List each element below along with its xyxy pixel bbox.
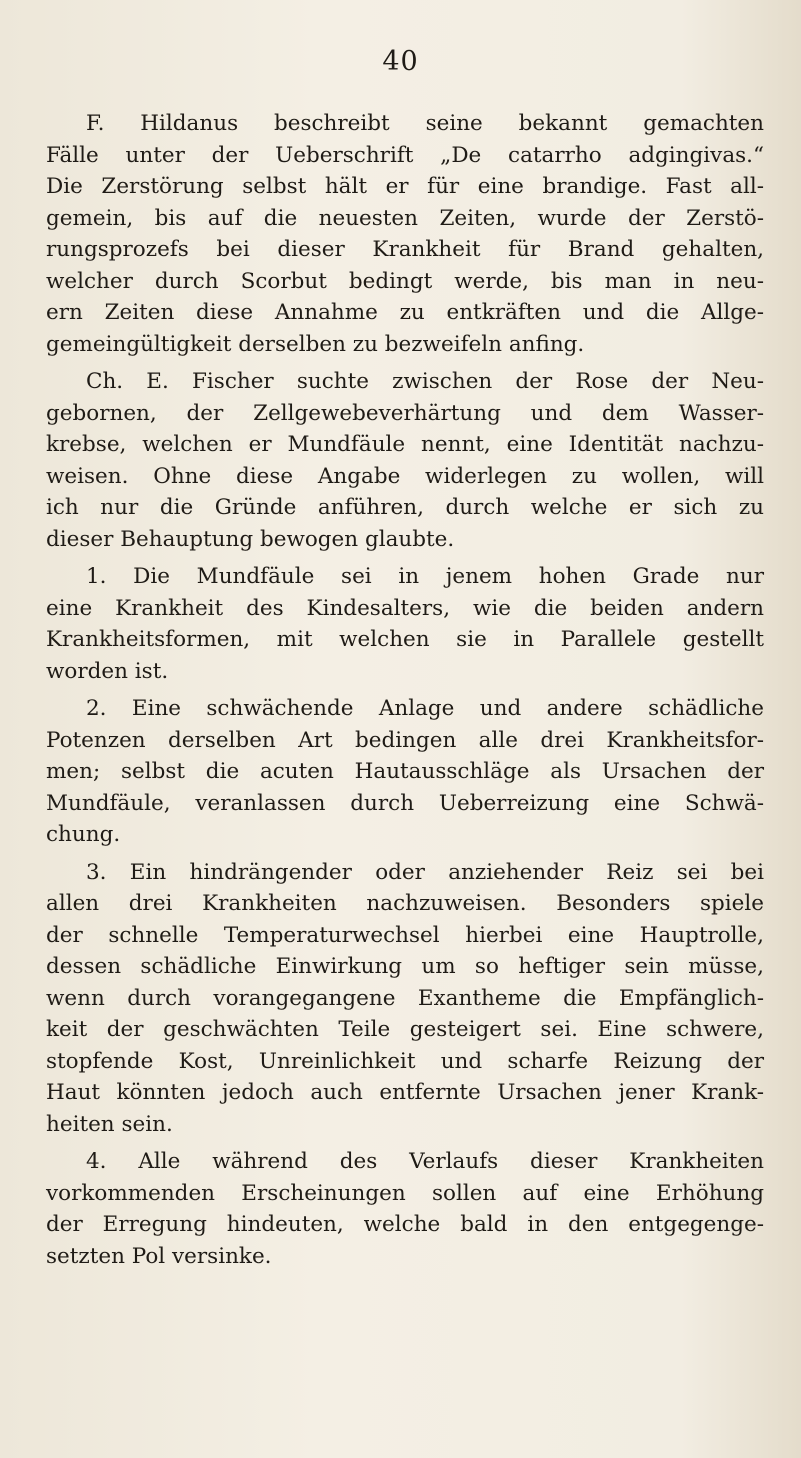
text-line: 3. Ein hindrängender oder anziehender Reiz sei bei (86, 859, 764, 885)
text-line: ich nur die Gründe anführen, durch welche er sich zu (46, 495, 764, 520)
text-line: Ch. E. Fischer suchte zwischen der Rose der Neu- (86, 369, 764, 394)
text-line: keit der geschwächten Teile gesteigert sei. Eine schwere, (46, 1017, 764, 1042)
text-line: der Erregung hindeuten, welche bald in den entgegenge- (46, 1212, 764, 1237)
text-line: stopfende Kost, Unreinlichkeit und scharfe Reizung der (46, 1048, 764, 1074)
text-line: Haut könnten jedoch auch entfernte Ursachen jener Krank- (46, 1080, 764, 1105)
text-line: gemeingültigkeit derselben zu bezweifeln anfing. (46, 331, 585, 357)
text-line: setzten Pol versinke. (46, 1243, 272, 1269)
text-line: worden ist. (46, 658, 169, 684)
paragraph (46, 857, 764, 1141)
text-line: gemein, bis auf die neuesten Zeiten, wurde der Zerstö- (46, 205, 764, 231)
text-line: 4. Alle während des Verlaufs dieser Krankheiten (86, 1149, 764, 1174)
text-line: 1. Die Mundfäule sei in jenem hohen Grade nur (86, 564, 764, 589)
text-line: Krankheitsformen, mit welchen sie in Parallele gestellt (46, 627, 764, 652)
page-number: 40 (382, 46, 419, 77)
text-line: 2. Eine schwächende Anlage und andere schädliche (86, 696, 764, 721)
text-line: vorkommenden Erscheinungen sollen auf eine Erhöhung (46, 1180, 764, 1206)
text-line: rungsprozefs bei dieser Krankheit für Brand gehalten, (46, 237, 764, 262)
paragraph (46, 693, 764, 851)
text-line: Potenzen derselben Art bedingen alle drei Krankheitsfor- (46, 727, 764, 753)
text-line: men; selbst die acuten Hautausschläge als Ursachen der (46, 759, 764, 784)
text-line: chung. (46, 822, 121, 847)
text-line: ern Zeiten diese Annahme zu entkräften und die Allge- (46, 300, 764, 325)
text-line: dieser Behauptung bewogen glaubte. (46, 526, 455, 552)
paragraph (46, 366, 764, 555)
text-line: wenn durch vorangegangene Exantheme die Empfänglich- (46, 985, 764, 1011)
text-line: heiten sein. (46, 1111, 173, 1137)
text-line: Fälle unter der Ueberschrift „De catarrho adgingivas.“ (46, 142, 764, 168)
page-body (46, 108, 764, 1272)
text-line: Mundfäule, veranlassen durch Ueberreizung eine Schwä- (46, 790, 764, 816)
text-line: der schnelle Temperaturwechsel hierbei eine Hauptrolle, (46, 922, 764, 948)
text-line: gebornen, der Zellgewebeverhärtung und dem Wasser- (46, 400, 764, 426)
paragraph (46, 1146, 764, 1272)
text-line: allen drei Krankheiten nachzuweisen. Besonders spiele (46, 891, 764, 916)
text-line: welcher durch Scorbut bedingt werde, bis man in neu- (46, 268, 764, 294)
text-line: eine Krankheit des Kindesalters, wie die beiden andern (46, 595, 764, 621)
text-line: krebse, welchen er Mundfäule nennt, eine Identität nachzu- (46, 432, 764, 457)
text-line: dessen schädliche Einwirkung um so heftiger sein müsse, (46, 954, 764, 979)
text-line: F. Hildanus beschreibt seine bekannt gemachten (86, 111, 764, 136)
paragraph (46, 561, 764, 687)
paragraph (46, 108, 764, 360)
text-line: Die Zerstörung selbst hält er für eine brandige. Fast all- (46, 174, 764, 199)
text-line: weisen. Ohne diese Angabe widerlegen zu wollen, will (46, 463, 764, 489)
